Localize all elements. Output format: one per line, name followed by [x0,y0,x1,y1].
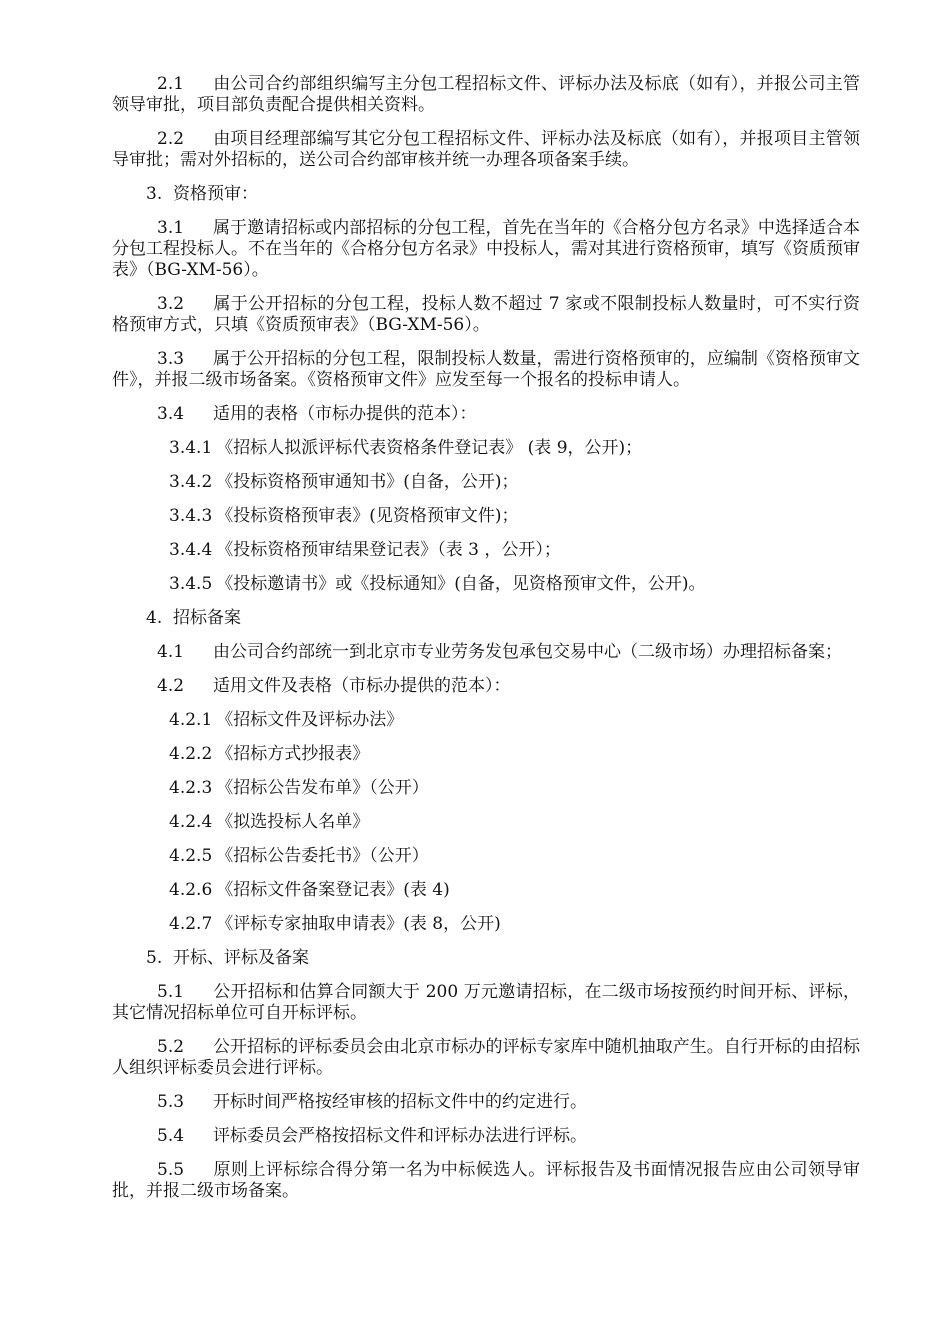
clause-text: 《招标方式抄报表》 [216,744,370,764]
sub-item [112,744,860,765]
clause-number: 3.4 [157,404,185,424]
section-heading [112,184,860,205]
clause-text: 由公司合约部统一到北京市专业劳务发包承包交易中心（二级市场）办理招标备案； [213,642,842,662]
clause-text: 资格预审： [173,184,258,204]
clause-text: 开标、评标及备案 [173,948,309,968]
section-heading [112,608,860,629]
clause-text: 适用文件及表格（市标办提供的范本）： [213,676,511,696]
clause-text: 由公司合约部组织编写主分包工程招标文件、评标办法及标底（如有），并报公司主管领导审批，项目部负责配合提供相关资料。 [112,74,860,115]
clause-text: 《招标文件备案登记表》(表 4) [216,880,450,900]
clause-number: 2.1 [157,74,185,94]
clause-number: 5.3 [157,1092,185,1112]
clause-number: 4.2.7 [169,914,213,934]
sub-item [112,438,860,459]
clause-number: 5.1 [157,982,185,1002]
clause-text: 《投标资格预审通知书》(自备，公开)； [216,472,519,492]
clause-text: 适用的表格（市标办提供的范本）： [213,404,477,424]
clause-paragraph [112,129,860,171]
clause-text: 《招标文件及评标办法》 [216,710,404,730]
sub-item [112,574,860,595]
sub-item [112,880,860,901]
clause-number: 4.2.1 [169,710,213,730]
clause-number: 5.4 [157,1126,185,1146]
sub-item [112,778,860,799]
clause-number: 5.2 [157,1037,185,1057]
clause-paragraph [112,676,860,697]
clause-text: 评标委员会严格按招标文件和评标办法进行评标。 [213,1126,587,1146]
clause-text: 公开招标和估算合同额大于 200 万元邀请招标，在二级市场按预约时间开标、评标，其它情况招标单位可自开标评标。 [112,982,860,1023]
clause-number: 4.2 [157,676,185,696]
clause-number: 4.2.3 [169,778,213,798]
clause-paragraph [112,74,860,116]
clause-text: 《评标专家抽取申请表》(表 8，公开) [216,914,501,934]
clause-text: 《招标公告委托书》（公开） [216,846,429,866]
clause-number: 3. [146,184,163,204]
clause-number: 3.3 [157,349,185,369]
clause-number: 5.5 [157,1160,185,1180]
clause-paragraph [112,1037,860,1079]
clause-paragraph [112,349,860,391]
clause-text: 属于邀请招标或内部招标的分包工程，首先在当年的《合格分包方名录》中选择适合本分包工程投标人。不在当年的《合格分包方名录》中投标人，需对其进行资格预审，填写《资质预审表》（BG-XM-56）。 [112,218,860,280]
clause-paragraph [112,642,860,663]
clause-paragraph [112,404,860,425]
sub-item [112,846,860,867]
clause-text: 招标备案 [173,608,241,628]
clause-number: 3.1 [157,218,185,238]
sub-item [112,914,860,935]
document-body [112,74,860,1215]
clause-text: 《投标邀请书》或《投标通知》(自备，见资格预审文件，公开)。 [216,574,706,594]
clause-number: 4. [146,608,163,628]
clause-paragraph [112,1126,860,1147]
clause-number: 3.2 [157,294,185,314]
clause-number: 4.2.4 [169,812,213,832]
clause-text: 原则上评标综合得分第一名为中标候选人。评标报告及书面情况报告应由公司领导审批，并报二级市场备案。 [112,1160,860,1201]
clause-text: 《投标资格预审结果登记表》（表 3 ，公开）； [216,540,561,560]
clause-number: 4.2.5 [169,846,213,866]
clause-text: 公开招标的评标委员会由北京市标办的评标专家库中随机抽取产生。自行开标的由招标人组织评标委员会进行评标。 [112,1037,860,1078]
clause-number: 4.2.2 [169,744,213,764]
clause-number: 3.4.2 [169,472,213,492]
sub-item [112,472,860,493]
clause-text: 《招标公告发布单》（公开） [216,778,429,798]
sub-item [112,710,860,731]
clause-paragraph [112,1092,860,1113]
section-heading [112,948,860,969]
clause-number: 5. [146,948,163,968]
clause-text: 由项目经理部编写其它分包工程招标文件、评标办法及标底（如有），并报项目主管领导审批；需对外招标的，送公司合约部审核并统一办理各项备案手续。 [112,129,860,170]
clause-number: 3.4.1 [169,438,213,458]
clause-number: 3.4.4 [169,540,213,560]
clause-text: 属于公开招标的分包工程，限制投标人数量，需进行资格预审的，应编制《资格预审文件》，并报二级市场备案。《资格预审文件》应发至每一个报名的投标申请人。 [112,349,860,390]
sub-item [112,540,860,561]
clause-text: 属于公开招标的分包工程，投标人数不超过 7 家或不限制投标人数量时，可不实行资格预审方式，只填《资质预审表》（BG-XM-56）。 [112,294,860,335]
clause-number: 3.4.5 [169,574,213,594]
sub-item [112,812,860,833]
clause-number: 4.2.6 [169,880,213,900]
clause-paragraph [112,218,860,281]
clause-text: 《拟选投标人名单》 [216,812,370,832]
clause-paragraph [112,982,860,1024]
clause-number: 3.4.3 [169,506,213,526]
clause-number: 2.2 [157,129,185,149]
clause-text: 开标时间严格按经审核的招标文件中的约定进行。 [213,1092,587,1112]
clause-paragraph [112,1160,860,1202]
clause-text: 《招标人拟派评标代表资格条件登记表》 (表 9，公开)； [216,438,643,458]
sub-item [112,506,860,527]
clause-paragraph [112,294,860,336]
clause-number: 4.1 [157,642,185,662]
clause-text: 《投标资格预审表》(见资格预审文件)； [216,506,519,526]
